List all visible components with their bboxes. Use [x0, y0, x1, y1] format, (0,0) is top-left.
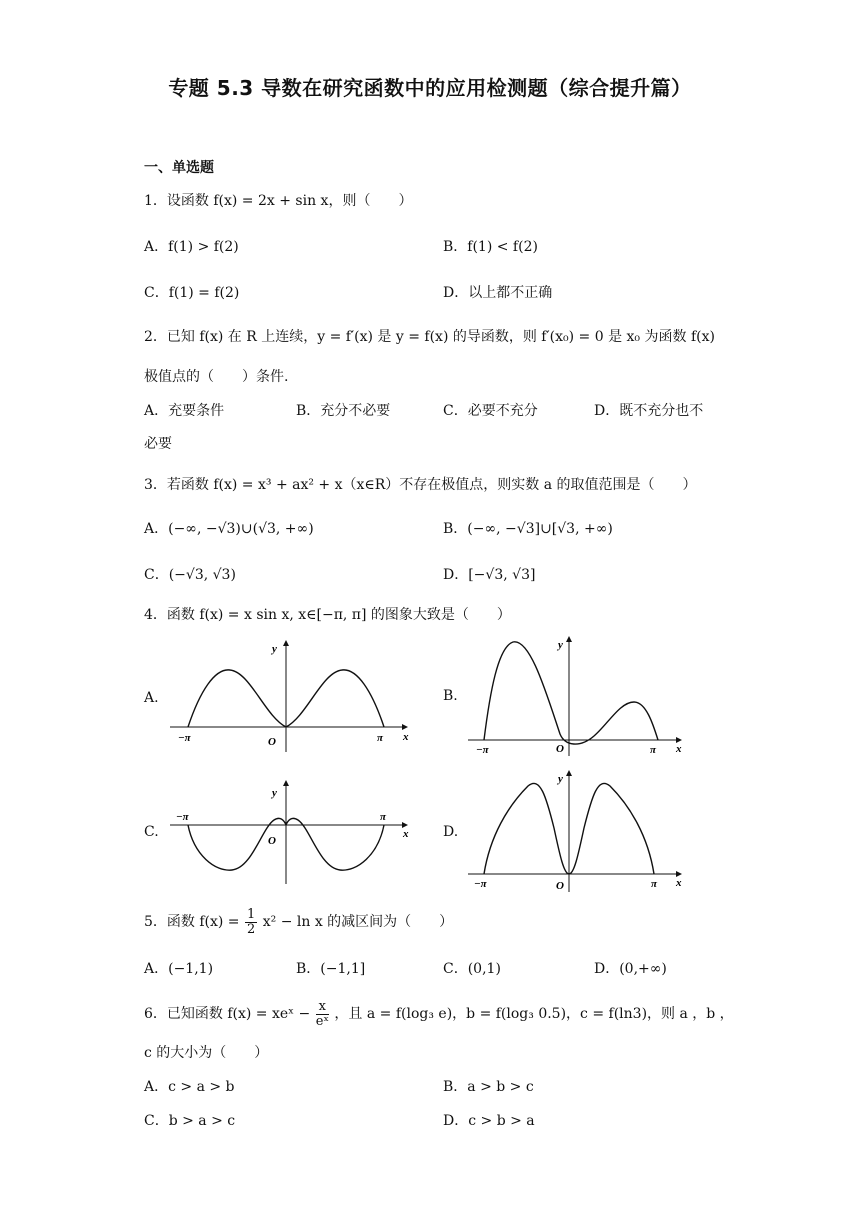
q1-option-a[interactable]: A．f(1) > f(2): [144, 239, 239, 255]
q5-frac-num: 1: [247, 907, 256, 922]
pi-label: π: [651, 878, 658, 890]
axis-y-label: y: [272, 643, 277, 655]
neg-pi-label: −π: [178, 732, 191, 744]
q6-option-b[interactable]: B．a > b > c: [443, 1079, 534, 1095]
axis-x-label: x: [676, 743, 682, 755]
origin-label: O: [268, 835, 276, 847]
page-title: 专题 5.3 导数在研究函数中的应用检测题（综合提升篇）: [168, 76, 692, 100]
q4-graph-a: [170, 636, 420, 754]
question-4-stem: 4．函数 f(x) = x sin x, x∈[−π, π] 的图象大致是（ ）: [144, 607, 511, 623]
question-6-stem-cont: c 的大小为（ ）: [144, 1045, 269, 1061]
axis-x-label: x: [403, 731, 409, 743]
q2-option-b[interactable]: B．充分不必要: [296, 403, 391, 419]
q1-option-c[interactable]: C．f(1) = f(2): [144, 285, 240, 301]
q6-option-c[interactable]: C．b > a > c: [144, 1113, 236, 1129]
q3-option-a[interactable]: A．(−∞, −√3)∪(√3, +∞): [144, 521, 314, 537]
neg-pi-label: −π: [474, 878, 487, 890]
axis-y-label: y: [558, 639, 563, 651]
pi-label: π: [377, 732, 384, 744]
pi-label: π: [380, 811, 387, 823]
q4-option-c[interactable]: C.: [144, 824, 159, 840]
q6-frac-num: x: [316, 1000, 329, 1015]
q4-option-d[interactable]: D.: [443, 824, 459, 840]
origin-label: O: [556, 743, 564, 755]
q6-frac-den: eˣ: [315, 1013, 329, 1029]
q5-frac-den: 2: [247, 921, 256, 937]
q4-option-a[interactable]: A.: [144, 690, 159, 706]
question-1-stem: 1．设函数 f(x) = 2x + sin x，则（ ）: [144, 193, 413, 209]
q4-option-b[interactable]: B.: [443, 688, 458, 704]
q2-option-d-cont: 必要: [144, 436, 172, 452]
question-6-stem: [144, 1000, 734, 1028]
q3-option-b[interactable]: B．(−∞, −√3]∪[√3, +∞): [443, 521, 613, 537]
q5-option-d[interactable]: D．(0,+∞): [594, 961, 667, 977]
q5-suffix: x² − ln x 的减区间为（ ）: [262, 914, 454, 931]
question-5-stem: [144, 908, 453, 936]
q6-option-a[interactable]: A．c > a > b: [144, 1079, 235, 1095]
q2-option-d[interactable]: D．既不充分也不: [594, 403, 704, 419]
axis-x-label: x: [676, 877, 682, 889]
q4-graph-b: [468, 632, 693, 757]
q6-prefix: 6．已知函数 f(x) = xeˣ −: [144, 1006, 311, 1023]
q2-option-a[interactable]: A．充要条件: [144, 403, 225, 419]
axis-y-label: y: [558, 773, 563, 785]
origin-label: O: [556, 880, 564, 892]
neg-pi-label: −π: [476, 744, 489, 756]
question-2-stem-cont: 极值点的（ ）条件.: [144, 369, 289, 385]
q5-option-b[interactable]: B．(−1,1]: [296, 961, 366, 977]
axis-x-label: x: [403, 828, 409, 840]
section-heading: 一、单选题: [144, 160, 214, 176]
neg-pi-label: −π: [176, 811, 189, 823]
q2-option-c[interactable]: C．必要不充分: [443, 403, 538, 419]
q5-fraction: [245, 908, 257, 936]
q6-suffix: ，且 a = f(log₃ e)，b = f(log₃ 0.5)，c = f(ln3)，则 a ，b ，: [334, 1006, 734, 1023]
pi-label: π: [650, 744, 657, 756]
question-3-stem: 3．若函数 f(x) = x³ + ax² + x（x∈R）不存在极值点，则实数 a 的取值范围是（ ）: [144, 477, 697, 493]
q3-option-c[interactable]: C．(−√3, √3): [144, 567, 236, 583]
q6-option-d[interactable]: D．c > b > a: [443, 1113, 535, 1129]
q1-option-d[interactable]: D．以上都不正确: [443, 285, 553, 301]
q3-option-d[interactable]: D．[−√3, √3]: [443, 567, 536, 583]
q5-option-c[interactable]: C．(0,1): [443, 961, 501, 977]
question-2-stem: 2．已知 f(x) 在 R 上连续，y = f′(x) 是 y = f(x) 的导函数，则 f′(x₀) = 0 是 x₀ 为函数 f(x): [144, 329, 715, 345]
q5-prefix: 5．函数 f(x) =: [144, 914, 240, 931]
origin-label: O: [268, 736, 276, 748]
q6-fraction: [316, 1000, 329, 1028]
q4-graph-d: [468, 766, 693, 894]
q1-option-b[interactable]: B．f(1) < f(2): [443, 239, 538, 255]
q4-graph-c: [170, 780, 420, 886]
q5-option-a[interactable]: A．(−1,1): [144, 961, 214, 977]
axis-y-label: y: [272, 787, 277, 799]
